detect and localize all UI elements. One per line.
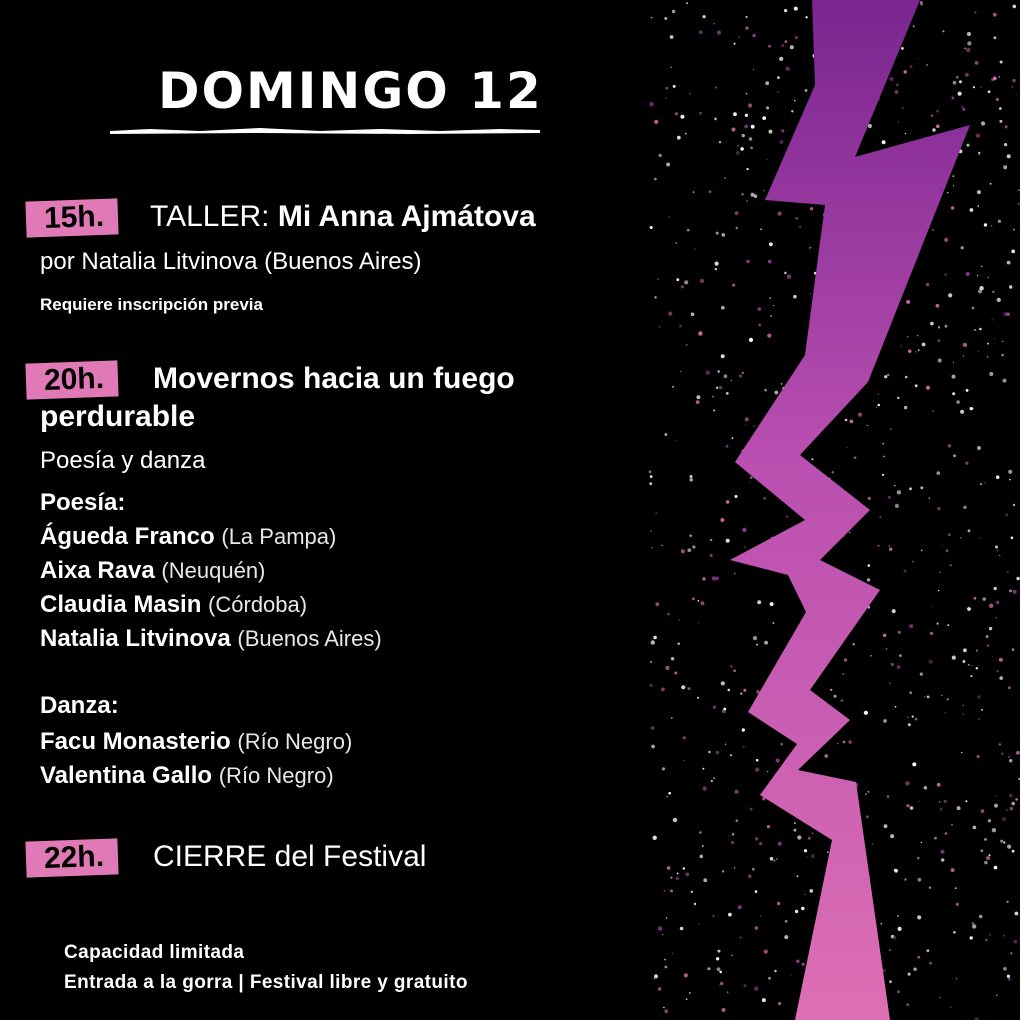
event2-title-line1: Movernos hacia un fuego	[153, 362, 515, 395]
person-place: (Neuquén)	[161, 558, 266, 583]
poesia-list	[40, 520, 382, 656]
event2-subtitle: Poesía y danza	[40, 447, 206, 474]
list-item	[40, 588, 382, 622]
title-underline	[110, 126, 540, 134]
time-badge-22h: 22h.	[25, 838, 118, 877]
person-place: (La Pampa)	[221, 524, 337, 549]
event3-title: CIERRE del Festival	[153, 840, 427, 873]
time-badge-20h: 20h.	[25, 360, 118, 399]
page-title: DOMINGO 12	[158, 62, 543, 120]
footer-line2: Entrada a la gorra | Festival libre y gratuito	[64, 972, 468, 993]
footer	[64, 938, 468, 998]
person-place: (Córdoba)	[208, 592, 308, 617]
person-name: Aixa Rava	[40, 557, 155, 584]
person-name: Natalia Litvinova	[40, 625, 231, 652]
time-badge-15h: 15h.	[25, 198, 118, 237]
list-item	[40, 725, 352, 759]
footer-line1: Capacidad limitada	[64, 942, 245, 963]
poesia-label: Poesía:	[40, 489, 126, 516]
person-name: Facu Monasterio	[40, 728, 231, 755]
danza-label: Danza:	[40, 692, 119, 719]
danza-list	[40, 725, 352, 793]
person-name: Águeda Franco	[40, 523, 215, 550]
list-item	[40, 759, 352, 793]
person-name: Valentina Gallo	[40, 762, 213, 789]
event1-title	[150, 199, 536, 235]
person-place: (Río Negro)	[237, 729, 353, 754]
event2-title-line2: perdurable	[40, 400, 196, 433]
list-item	[40, 622, 382, 656]
list-item	[40, 520, 382, 554]
person-name: Claudia Masin	[40, 591, 202, 618]
person-place: (Buenos Aires)	[237, 626, 382, 651]
event1-by: por Natalia Litvinova (Buenos Aires)	[40, 248, 422, 275]
event1-note: Requiere inscripción previa	[40, 295, 263, 314]
event1-title-main: Mi Anna Ajmátova	[277, 200, 536, 233]
event1-title-prefix: TALLER:	[150, 200, 270, 233]
person-place: (Río Negro)	[218, 763, 334, 788]
lightning-bolt-shape	[730, 0, 970, 1020]
list-item	[40, 554, 382, 588]
